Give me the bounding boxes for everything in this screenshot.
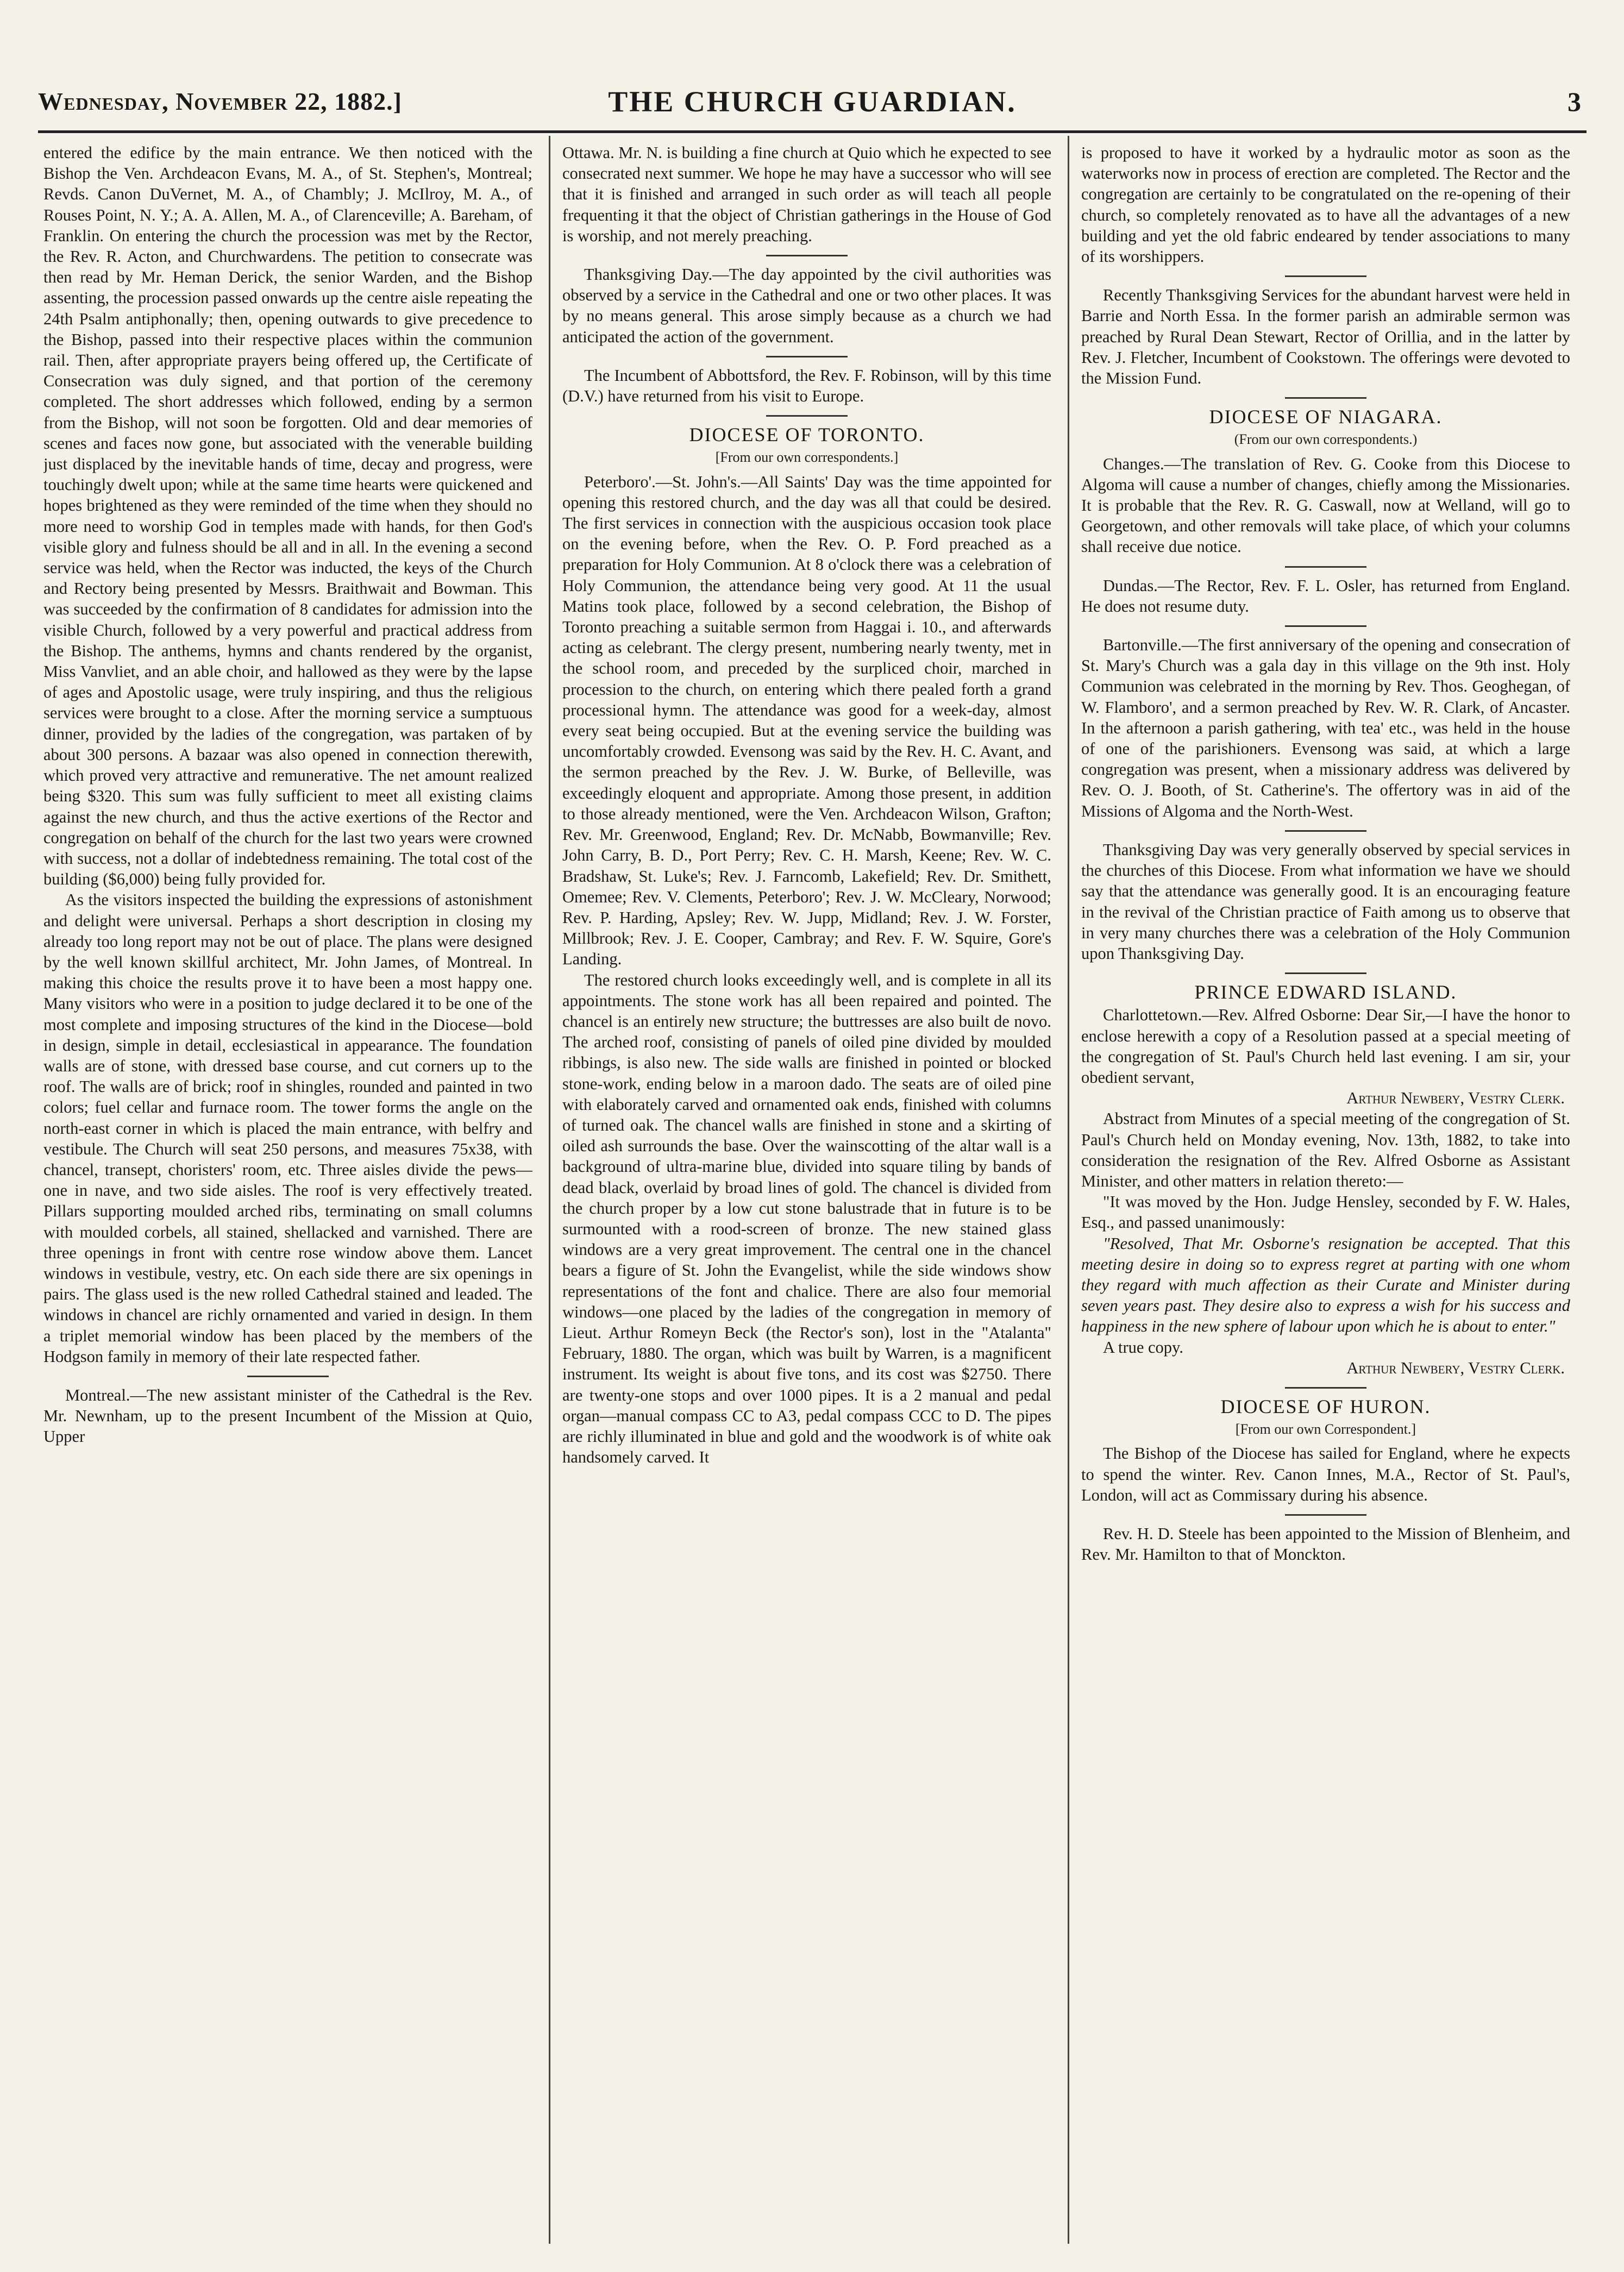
- article-paragraph: Changes.—The translation of Rev. G. Cooke from this Diocese to Algoma will cause a number of changes, chiefly among the Missionaries. It is probable that the Rev. R. G. Caswall, now at Welland, will go to Georgetown, and other removals will take place, of which your columns shall receive due notice.: [1081, 454, 1570, 556]
- section-rule: [1285, 1387, 1366, 1389]
- article-paragraph: As the visitors inspected the building the expressions of astonishment and delight were universal. Perhaps a short description in closing my already too long report may not be out of place. The plans were designed by the well known skillful architect, Mr. John James, of Montreal. In making this choice the results prove it to have been a most happy one. Many visitors who were in a position to judge declared it to be one of the most complete and imposing structures of the kind in the Diocese—bold in design, simple in detail, ecclesiastical in appearance. The foundation walls are of stone, with dressed base course, and cut corners up to the roof. The walls are of brick; roof in shingles, rounded and painted in two colors; fuel cellar and furnace room. The tower forms the angle on the north-east corner in which is placed the main entrance, with belfry and vestibule. The Church will seat 250 persons, and measures 75x38, with chancel, transept, choristers' room, etc. Three aisles divide the pews—one in nave, and two side aisles. The roof is very effectively treated. Pillars supporting moulded arched ribs, terminating on small columns with moulded corbels, all stained, shellacked and varnished. There are three openings in front with centre rose window above them. Lancet windows in vestibule, vestry, etc. On each side there are six openings in pairs. The glass used is the new rolled Cathedral stained and leaded. The windows in chancel are richly ornamented and varied in design. In them a triplet memorial window has been placed by the members of the Hodgson family in memory of their late respected father.: [43, 890, 532, 1366]
- article-paragraph: The restored church looks exceedingly well, and is complete in all its appointments. The stone work has all been repaired and pointed. The chancel is an entirely new structure; the buttresses are also built de novo. The arched roof, consisting of panels of oiled pine divided by moulded ribbings, is also new. The side walls are finished in pointed or blocked stone-work, ending below in a maroon dado. The seats are of oiled pine with elaborately carved and ornamented oak ends, finished with columns of turned oak. The chancel walls are finished in stone and a skirting of oiled ash surrounds the base. Over the wainscotting of the altar wall is a background of ultra-marine blue, divided into square tiling by bands of dead black, overlaid by broad lines of gold. The chancel is divided from the church proper by a low cut stone balustrade that in future is to be surmounted with a rood-screen of bronze. The new stained glass windows are a very great improvement. The central one in the chancel bears a figure of St. John the Evangelist, while the side windows show representations of the font and chalice. There are also four memorial windows—one placed by the ladies of the congregation in memory of Lieut. Arthur Romeyn Beck (the Rector's son), lost in the "Atalanta" February, 1880. The organ, which was built by Warren, is a magnificent instrument. Its weight is about five tons, and its cost was $2750. There are twenty-one stops and over 1000 pipes. It is a 2 manual and pedal organ—manual compass CC to A3, pedal compass CCC to D. The pipes are richly illuminated in blue and gold and the woodwork is of white oak handsomely carved. It: [562, 970, 1051, 1467]
- section-rule: [766, 415, 848, 417]
- section-rule: [1285, 972, 1366, 974]
- article-paragraph: is proposed to have it worked by a hydraulic motor as soon as the waterworks now in process of erection are completed. The Rector and the congregation are certainly to be congratulated on the re-opening of their church, so completely renovated as to have all the advantages of a new building and yet the old fabric endeared by tender associations to many of its worshippers.: [1081, 143, 1570, 266]
- article-paragraph: A true copy.: [1103, 1338, 1183, 1357]
- article-paragraph: Bartonville.—The first anniversary of the opening and consecration of St. Mary's Church was a gala day in this village on the 9th inst. Holy Communion was celebrated in the morning by Rev. Thos. Geoghegan, of W. Flamboro', and a sermon preached by Rev. W. R. Clark, of Ancaster. In the afternoon a parish gathering, with tea' etc., was held in the house of one of the parishioners. Evensong was said, at which a large congregation was present, when a missionary address was delivered by Rev. O. J. Booth, of St. Catherine's. The offertory was in aid of the Missions of Algoma and the North-West.: [1081, 636, 1570, 820]
- article-paragraph: Recently Thanksgiving Services for the abundant harvest were held in Barrie and North Essa. In the former parish an admirable sermon was preached by Rural Dean Stewart, Rector of Orillia, and in the latter by Rev. J. Fletcher, Incumbent of Cookstown. The offerings were devoted to the Mission Fund.: [1081, 286, 1570, 388]
- correspondent-note: [From our own Correspondent.]: [1235, 1421, 1416, 1438]
- section-rule: [766, 356, 848, 357]
- article-paragraph: entered the edifice by the main entrance. We then noticed with the Bishop the Ven. Archdeacon Evans, M. A., of St. Stephen's, Montreal; Revds. Canon DuVernet, M. A., of Chambly; J. McIlroy, M. A., of Rouses Point, N. Y.; A. A. Allen, M. A., of Clarenceville; A. Bareham, of Franklin. On entering the church the procession was met by the Rector, the Rev. R. Acton, and Churchwardens. The petition to consecrate was then read by Mr. Heman Derick, the senior Warden, and the Bishop assenting, the procession passed onwards up the centre aisle repeating the 24th Psalm antiphonally; then, opening outwards to give precedence to the Bishop, passed into their respective places within the communion rail. Then, after appropriate prayers being offered up, the Certificate of Consecration was duly signed, and that portion of the ceremony completed. The short addresses which followed, ending by a sermon from the Bishop, will not soon be forgotten. Old and dear memories of scenes and faces now gone, but associated with the venerable building just displaced by the inevitable hands of time, decay and progress, were touchingly dwelt upon; while at the same time hearts were quickened and hopes brightened as they were reminded of the time when they should no more need to worship God in temples made with hands, for then God's visible glory and fulness should be all and in all. In the evening a second service was held, when the Rector was inducted, the keys of the Church and Rectory being presented by Messrs. Braithwait and Bowman. This was succeeded by the confirmation of 8 candidates for admission into the visible Church, followed by a very powerful and practical address from the Bishop. The anthems, hymns and chants rendered by the organist, Miss Vanvliet, and an able choir, and hallowed as they were by the lapse of ages and Apostolic usage, were truly inspiring, and thus the religious services were brought to a close. After the morning service a sumptuous dinner, provided by the ladies of the congregation, was partaken of by about 300 persons. A bazaar was also opened in connection therewith, which proved very attractive and remunerative. The net amount realized being $320. This sum was fully sufficient to meet all existing claims against the new church, and thus the active exertions of the Rector and congregation on behalf of the church for the last two years were crowned with success, not a dollar of indebtedness remaining. The total cost of the building ($6,000) being fully provided for.: [43, 143, 532, 889]
- article-paragraph: Charlottetown.—Rev. Alfred Osborne: Dear Sir,—I have the honor to enclose herewith a copy of a Resolution passed at a special meeting of the congregation of St. Paul's Church held last evening. I am sir, your obedient servant,: [1081, 1006, 1570, 1087]
- article-paragraph: Peterboro'.—St. John's.—All Saints' Day was the time appointed for opening this restored church, and the day was all that could be desired. The first services in connection with the auspicious occasion took place on the evening before, when the Rev. O. P. Ford preached as a preparation for Holy Communion. At 8 o'clock there was a celebration of Holy Communion, the attendance being very good. At 11 the usual Matins took place, followed by a second celebration, the Bishop of Toronto preaching a suitable sermon from Haggai i. 10., and afterwards acting as celebrant. The clergy present, numbering nearly twenty, met in the school room, and preceded by the surpliced choir, marched in procession to the church, on entering which there pealed forth a grand processional hymn. The attendance was good for a week-day, almost every seat being occupied. But at the evening service the building was uncomfortably crowded. Evensong was said by the Rev. H. C. Avant, and the sermon preached by the Rev. J. W. Burke, of Belleville, was exceedingly eloquent and appropriate. Among those present, in addition to those already mentioned, were the Ven. Archdeacon Wilson, Grafton; Rev. Mr. Greenwood, England; Rev. Dr. McNabb, Bowmanville; Rev. John Carry, B. D., Port Perry; Rev. C. H. Marsh, Keene; Rev. W. C. Bradshaw, St. Luke's; Rev. J. Farncomb, Lakefield; Rev. Dr. Smithett, Omemee; Rev. V. Clements, Peterboro'; Rev. J. W. McCleary, Norwood; Rev. P. Harding, Apsley; Rev. W. Jupp, Midland; Rev. J. W. Forster, Millbrook; Rev. J. E. Cooper, Cambray; and Rev. F. W. Squire, Gore's Landing.: [562, 472, 1051, 969]
- section-heading: DIOCESE OF TORONTO.: [689, 424, 925, 446]
- section-rule: [1285, 397, 1366, 399]
- article-paragraph: Thanksgiving Day.—The day appointed by the civil authorities was observed by a service in the Cathedral and one or two other places. It was by no means general. This arose simply because as a church we had anticipated the action of the government.: [562, 265, 1051, 346]
- article-paragraph: Ottawa. Mr. N. is building a fine church at Quio which he expected to see consecrated next summer. We hope he may have a successor who will see that it is finished and arranged in such order as will teach all people frequenting it that the object of Christian gatherings in the House of God is worship, and not merely preaching.: [562, 143, 1051, 245]
- article-paragraph: Rev. H. D. Steele has been appointed to the Mission of Blenheim, and Rev. Mr. Hamilton to that of Monckton.: [1081, 1524, 1570, 1564]
- article-paragraph: Abstract from Minutes of a special meeting of the congregation of St. Paul's Church held on Monday evening, Nov. 13th, 1882, to take into consideration the resignation of the Rev. Alfred Osborne as Assistant Minister, and other matters in relation thereto:—: [1081, 1109, 1570, 1190]
- article-paragraph: The Incumbent of Abbottsford, the Rev. F. Robinson, will by this time (D.V.) have returned from his visit to Europe.: [562, 366, 1051, 406]
- column-divider: [549, 136, 550, 2244]
- section-rule: [766, 255, 848, 256]
- article-paragraph: Montreal.—The new assistant minister of the Cathedral is the Rev. Mr. Newnham, up to the present Incumbent of the Mission at Quio, Upper: [43, 1385, 532, 1446]
- masthead: [38, 81, 1587, 133]
- article-paragraph: The Bishop of the Diocese has sailed for England, where he expects to spend the winter. Rev. Canon Innes, M.A., Rector of St. Paul's, London, will act as Commissary during his absence.: [1081, 1444, 1570, 1504]
- newspaper-title: THE CHURCH GUARDIAN.: [608, 85, 1017, 118]
- section-rule: [1285, 275, 1366, 277]
- correspondent-note: [From our own correspondents.]: [715, 449, 899, 466]
- section-rule: [1285, 566, 1366, 568]
- article-paragraph: Thanksgiving Day was very generally observed by special services in the churches of this Diocese. From what information we have we should say that the attendance was generally good. It is an encouraging feature in the revival of the Christian practice of Faith among us to observe that in very many churches there was a celebration of the Holy Communion upon Thanksgiving Day.: [1081, 840, 1570, 963]
- column-3: [1081, 142, 1570, 2245]
- section-heading: PRINCE EDWARD ISLAND.: [1194, 981, 1457, 1003]
- article-paragraph: Dundas.—The Rector, Rev. F. L. Osler, has returned from England. He does not resume duty.: [1081, 576, 1570, 616]
- resolution-text: "Resolved, That Mr. Osborne's resignation be accepted. That this meeting desire in doing so to express regret at parting with one whom they regard with much affection as their Curate and Minister during seven years past. They desire also to express a wish for his success and happiness in the new sphere of labour upon which he is about to enter.": [1081, 1234, 1570, 1336]
- signature-line: Arthur Newbery, Vestry Clerk.: [1346, 1089, 1565, 1108]
- article-paragraph: "It was moved by the Hon. Judge Hensley, seconded by F. W. Hales, Esq., and passed unanimously:: [1081, 1193, 1570, 1232]
- section-heading: DIOCESE OF HURON.: [1220, 1395, 1431, 1417]
- correspondent-note: (From our own correspondents.): [1234, 431, 1418, 448]
- signature-line: Arthur Newbery, Vestry Clerk.: [1346, 1358, 1565, 1377]
- section-rule: [1285, 625, 1366, 627]
- issue-date: Wednesday, November 22, 1882.]: [38, 87, 402, 115]
- section-heading: DIOCESE OF NIAGARA.: [1209, 406, 1443, 428]
- column-divider: [1068, 136, 1069, 2244]
- page-number: 3: [1567, 86, 1581, 117]
- section-rule: [1285, 1514, 1366, 1516]
- column-2: [562, 142, 1051, 2245]
- section-rule: [1285, 830, 1366, 832]
- column-1: [43, 142, 532, 2245]
- section-rule: [247, 1376, 329, 1377]
